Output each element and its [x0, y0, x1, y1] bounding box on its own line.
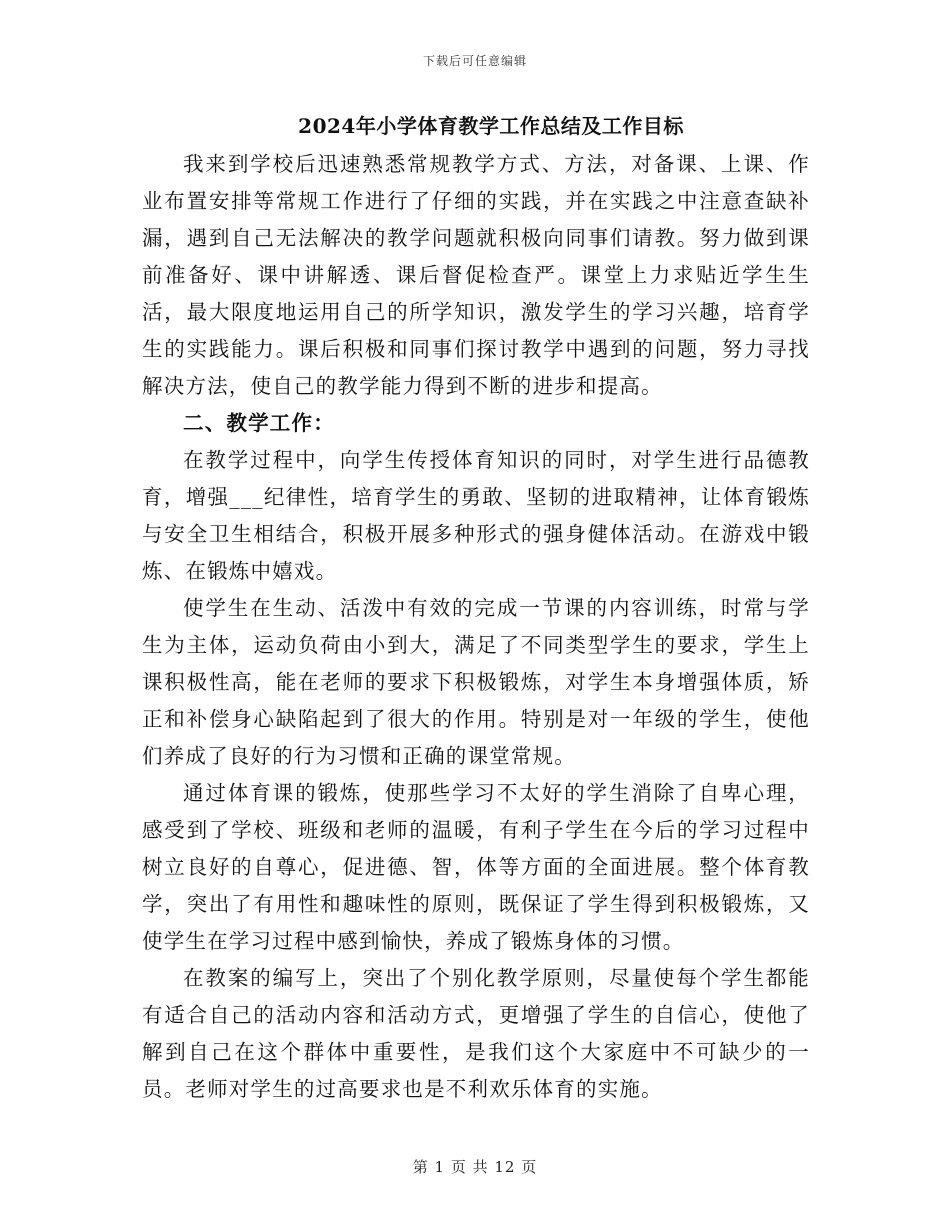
- paragraph-intro: 我来到学校后迅速熟悉常规教学方式、方法，对备课、上课、作业布置安排等常规工作进行了仔细的实践，并在实践之中注意查缺补漏，遇到自己无法解决的教学问题就积极向同事们请教。努力做到课前准备好、课中讲解透、课后督促检查严。课堂上力求贴近学生生活，最大限度地运用自己的所学知识，激发学生的学习兴趣，培育学生的实践能力。课后积极和同事们探讨教学中遇到的问题，努力寻找解决方法，使自己的教学能力得到不断的进步和提高。: [142, 152, 810, 398]
- paragraph-body-1: 在教学过程中，向学生传授体育知识的同时，对学生进行品德教育，增强___纪律性，培育学生的勇敢、坚韧的进取精神，让体育锻炼与安全卫生相结合，积极开展多种形式的强身健体活动。在游戏中锻炼、在锻炼中嬉戏。: [142, 448, 810, 583]
- document-body: [142, 108, 810, 1108]
- header-note: 下载后可任意编辑: [422, 54, 527, 68]
- paragraph-body-2: 使学生在生动、活泼中有效的完成一节课的内容训练，时常与学生为主体，运动负荷由小到大，满足了不同类型学生的要求，学生上课积极性高，能在老师的要求下积极锻炼，对学生本身增强体质，矫正和补偿身心缺陷起到了很大的作用。特别是对一年级的学生，使他们养成了良好的行为习惯和正确的课堂常规。: [142, 596, 810, 768]
- paragraph-body-3: 通过体育课的锻炼，使那些学习不太好的学生消除了自卑心理，感受到了学校、班级和老师的温暖，有利子学生在今后的学习过程中树立良好的自尊心，促进德、智，体等方面的全面进展。整个体育教学，突出了有用性和趣味性的原则，既保证了学生得到积极锻炼，又使学生在学习过程中感到愉快，养成了锻炼身体的习惯。: [142, 781, 810, 953]
- document-title: 2024年小学体育教学工作总结及工作目标: [298, 114, 684, 138]
- section-heading-teaching-work: 二、教学工作：: [183, 411, 335, 435]
- paragraph-body-4: 在教案的编写上，突出了个别化教学原则，尽量使每个学生都能有适合自己的活动内容和活动方式，更增强了学生的自信心，使他了解到自己在这个群体中重要性，是我们这个大家庭中不可缺少的一员。老师对学生的过高要求也是不利欢乐体育的实施。: [142, 966, 810, 1101]
- page-number-footer: 第 1 页 共 12 页: [412, 1158, 538, 1176]
